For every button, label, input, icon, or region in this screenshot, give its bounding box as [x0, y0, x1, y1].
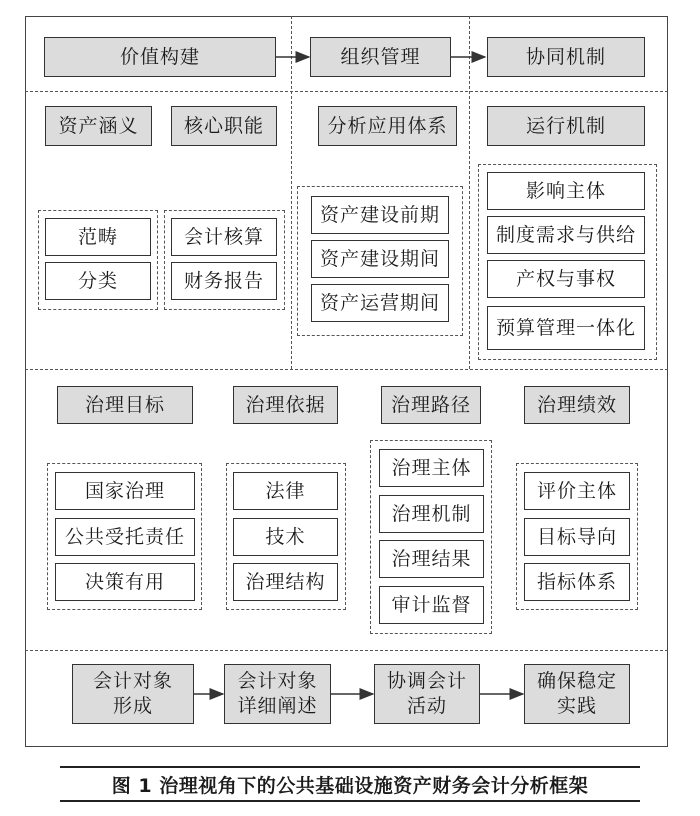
national-governance-box: 国家治理 [55, 472, 195, 510]
indicator-system-box: 指标体系 [524, 563, 630, 601]
analysis-system-header: 分析应用体系 [318, 106, 457, 146]
law-box: 法律 [233, 472, 338, 510]
core-function-header: 核心职能 [171, 106, 277, 146]
classification-box: 分类 [45, 262, 151, 300]
pre-construction-box: 资产建设前期 [311, 196, 449, 234]
scope-box: 范畴 [45, 218, 151, 256]
decision-useful-box: 决策有用 [55, 563, 195, 601]
governance-basis-header: 治理依据 [233, 386, 338, 424]
governance-result-box: 治理结果 [379, 540, 484, 578]
governance-path-header: 治理路径 [381, 386, 481, 424]
process-step-4: 确保稳定 实践 [524, 664, 630, 724]
figure-caption: 图 1 治理视角下的公共基础设施资产财务会计分析框架 [111, 775, 589, 797]
financial-report-box: 财务报告 [171, 262, 277, 300]
institutional-supply-demand-box: 制度需求与供给 [487, 216, 645, 254]
influencing-subject-box: 影响主体 [487, 172, 645, 210]
property-rights-box: 产权与事权 [487, 260, 645, 298]
asset-meaning-header: 资产涵义 [45, 106, 152, 146]
governance-subject-box: 治理主体 [379, 449, 484, 487]
governance-performance-header: 治理绩效 [524, 386, 630, 424]
governance-goal-header: 治理目标 [57, 386, 193, 424]
process-step-2: 会计对象 详细阐述 [224, 664, 331, 724]
goal-orientation-box: 目标导向 [524, 518, 630, 556]
governance-mechanism-box: 治理机制 [379, 495, 484, 533]
value-building-box: 价值构建 [44, 37, 276, 77]
budget-integration-box: 预算管理一体化 [487, 306, 645, 350]
during-construction-box: 资产建设期间 [311, 240, 449, 278]
caption-rule-bottom [60, 800, 640, 802]
audit-supervision-box: 审计监督 [379, 586, 484, 624]
process-step-1: 会计对象 形成 [72, 664, 194, 724]
operating-mechanism-header: 运行机制 [487, 106, 645, 146]
public-accountability-box: 公共受托责任 [55, 518, 195, 556]
operation-period-box: 资产运营期间 [311, 284, 449, 322]
org-management-box: 组织管理 [310, 37, 451, 77]
process-step-3: 协调会计 活动 [374, 664, 480, 724]
evaluation-subject-box: 评价主体 [524, 472, 630, 510]
caption-rule-top [60, 766, 640, 768]
coordination-box: 协同机制 [487, 37, 645, 77]
accounting-box: 会计核算 [171, 218, 277, 256]
technology-box: 技术 [233, 518, 338, 556]
governance-structure-box: 治理结构 [233, 563, 338, 601]
